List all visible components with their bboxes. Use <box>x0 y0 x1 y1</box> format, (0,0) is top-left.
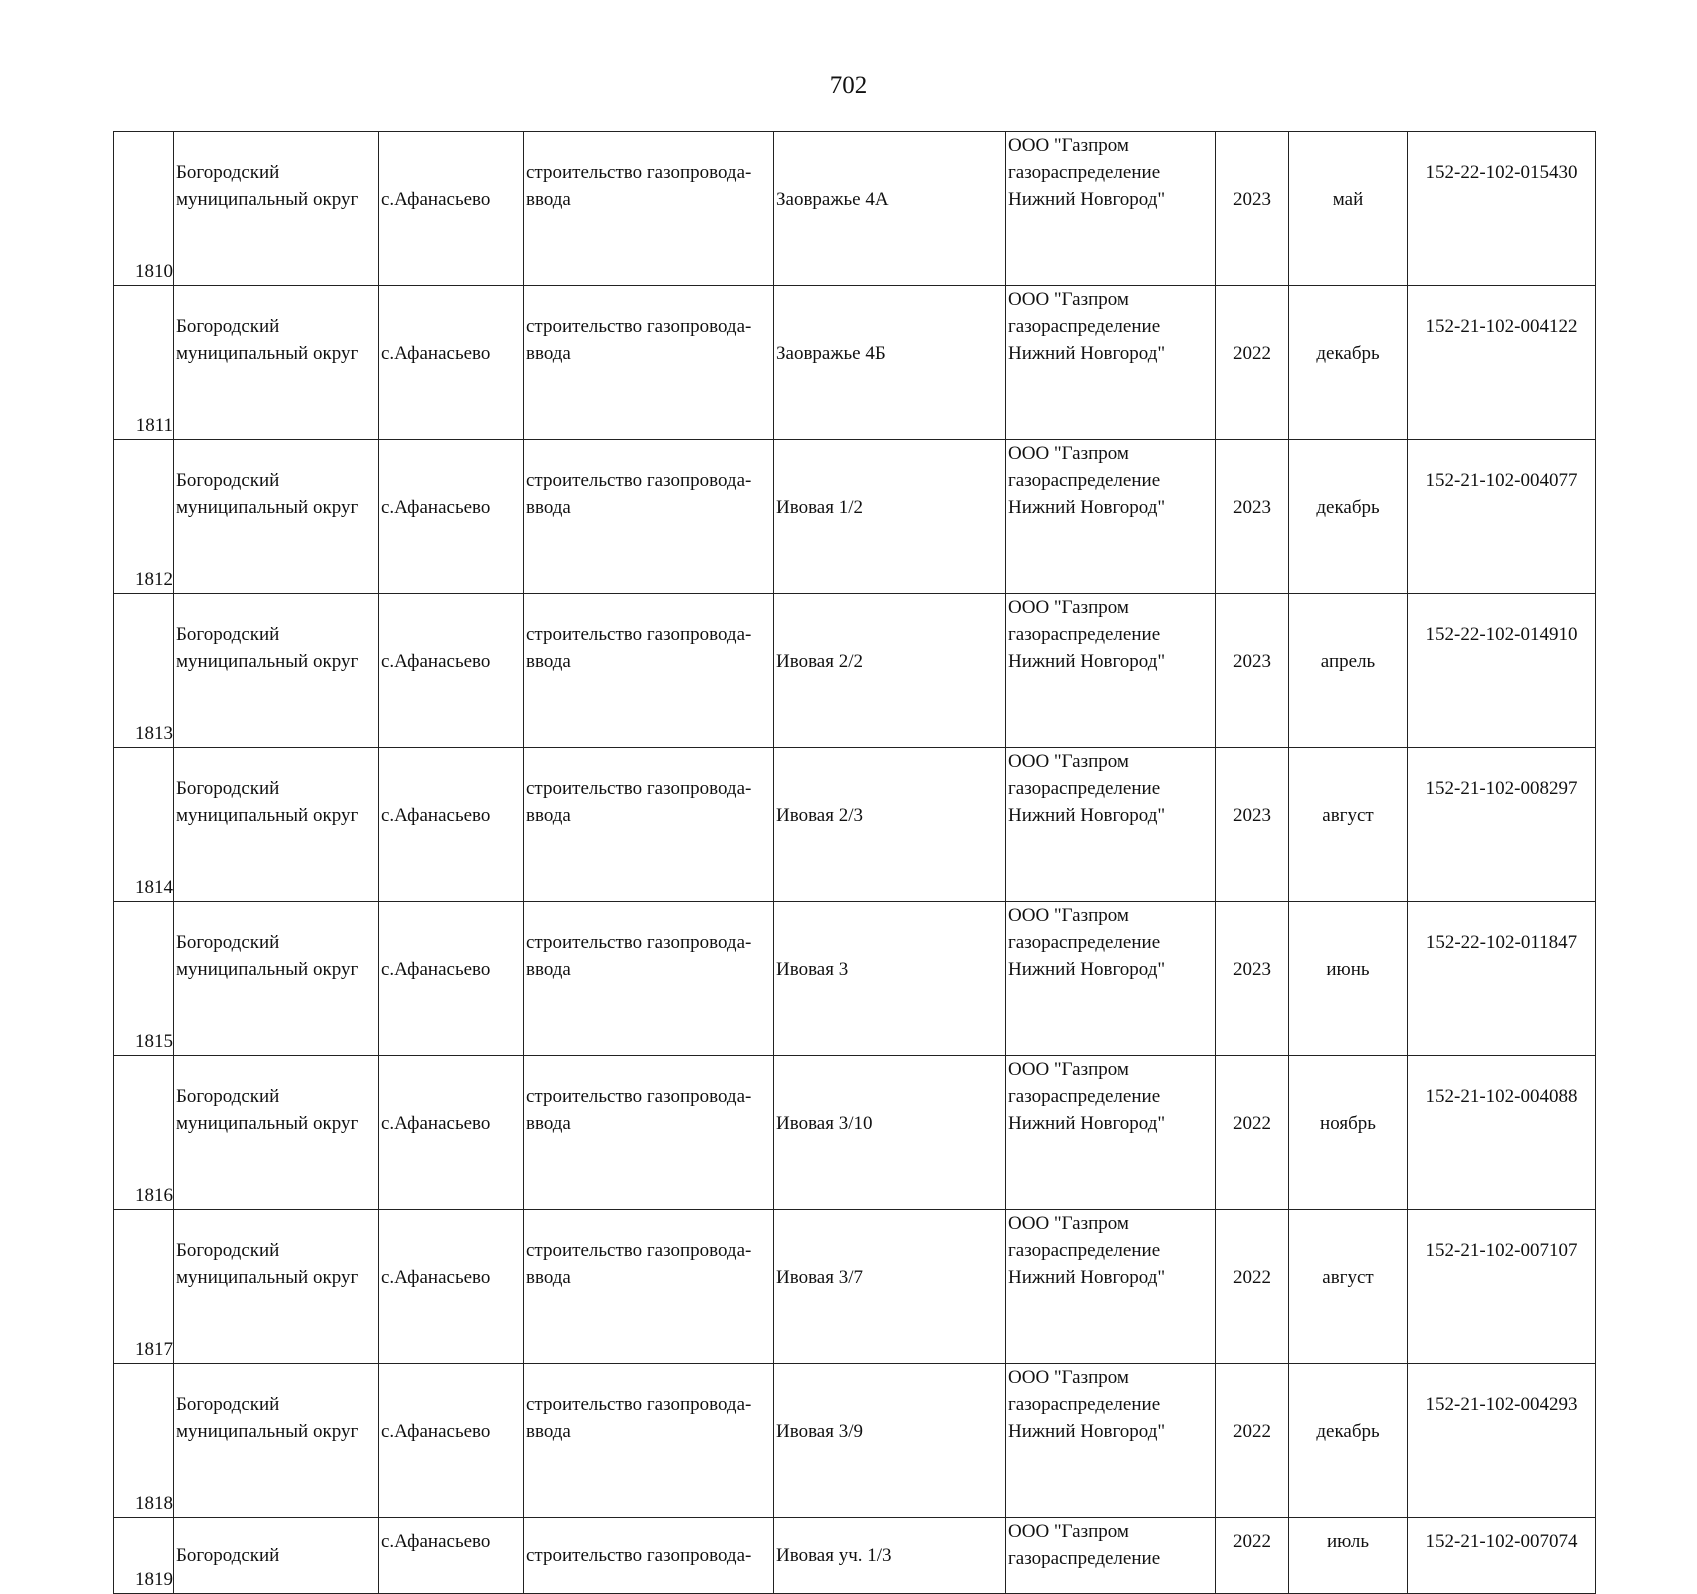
address-cell: Ивовая 3 <box>774 902 1006 1056</box>
month-cell: август <box>1289 748 1408 902</box>
organization-line: Нижний Новгород" <box>1008 959 1166 980</box>
work-type-line: строительство газопровода- <box>526 624 752 645</box>
district-line: Богородский <box>176 470 280 491</box>
district-line: Богородский <box>176 1086 280 1107</box>
table-row <box>114 132 1596 286</box>
organization-cell <box>1006 132 1216 286</box>
work-type-cell <box>524 132 774 286</box>
month-cell: декабрь <box>1289 440 1408 594</box>
application-code-cell: 152-21-102-007074 <box>1408 1518 1596 1594</box>
row-number-cell: 1816 <box>114 1056 174 1210</box>
page-number: 702 <box>829 72 868 99</box>
work-type-line: строительство газопровода- <box>526 316 752 337</box>
village-cell: с.Афанасьево <box>379 594 524 748</box>
district-line: муниципальный округ <box>176 343 359 364</box>
table-row <box>114 594 1596 748</box>
district-line: Богородский <box>176 1240 280 1261</box>
work-type-cell <box>524 1056 774 1210</box>
organization-line: ООО "Газпром <box>1008 289 1129 310</box>
work-type-cell <box>524 594 774 748</box>
month-cell: июль <box>1289 1518 1408 1594</box>
organization-cell <box>1006 902 1216 1056</box>
application-code-cell: 152-21-102-004293 <box>1408 1364 1596 1518</box>
work-type-cell <box>524 748 774 902</box>
organization-cell <box>1006 1210 1216 1364</box>
organization-line: газораспределение <box>1008 1240 1161 1261</box>
row-number-cell: 1815 <box>114 902 174 1056</box>
row-number-cell: 1810 <box>114 132 174 286</box>
organization-line: ООО "Газпром <box>1008 135 1129 156</box>
row-number-cell: 1817 <box>114 1210 174 1364</box>
district-line: Богородский <box>176 932 280 953</box>
address-cell: Ивовая 1/2 <box>774 440 1006 594</box>
work-type-line: строительство газопровода- <box>526 470 752 491</box>
year-cell: 2023 <box>1216 748 1289 902</box>
row-number-cell: 1819 <box>114 1518 174 1594</box>
organization-line: ООО "Газпром <box>1008 1059 1129 1080</box>
district-cell <box>174 1518 379 1594</box>
address-cell: Ивовая 3/9 <box>774 1364 1006 1518</box>
district-cell <box>174 440 379 594</box>
organization-line: газораспределение <box>1008 1086 1161 1107</box>
application-code-cell: 152-22-102-011847 <box>1408 902 1596 1056</box>
work-type-line: ввода <box>526 189 571 210</box>
organization-cell <box>1006 440 1216 594</box>
work-type-cell <box>524 1518 774 1594</box>
district-line: муниципальный округ <box>176 1421 359 1442</box>
application-code-cell: 152-21-102-004122 <box>1408 286 1596 440</box>
organization-line: газораспределение <box>1008 470 1161 491</box>
organization-line: газораспределение <box>1008 778 1161 799</box>
district-cell <box>174 902 379 1056</box>
village-cell: с.Афанасьево <box>379 902 524 1056</box>
year-cell: 2022 <box>1216 1056 1289 1210</box>
work-type-line: строительство газопровода- <box>526 162 752 183</box>
year-cell: 2022 <box>1216 1364 1289 1518</box>
organization-line: ООО "Газпром <box>1008 597 1129 618</box>
table-row <box>114 286 1596 440</box>
row-number-cell: 1814 <box>114 748 174 902</box>
month-cell: декабрь <box>1289 1364 1408 1518</box>
district-cell <box>174 1364 379 1518</box>
application-code-cell: 152-22-102-014910 <box>1408 594 1596 748</box>
organization-line: Нижний Новгород" <box>1008 651 1166 672</box>
organization-cell <box>1006 594 1216 748</box>
application-code-cell: 152-22-102-015430 <box>1408 132 1596 286</box>
application-code-cell: 152-21-102-007107 <box>1408 1210 1596 1364</box>
organization-line: газораспределение <box>1008 1394 1161 1415</box>
year-cell: 2022 <box>1216 1518 1289 1594</box>
district-line: Богородский <box>176 1394 280 1415</box>
organization-line: Нижний Новгород" <box>1008 1113 1166 1134</box>
organization-line: Нижний Новгород" <box>1008 497 1166 518</box>
work-type-cell <box>524 1364 774 1518</box>
year-cell: 2023 <box>1216 132 1289 286</box>
table-body <box>114 132 1596 1594</box>
work-type-line: ввода <box>526 1113 571 1134</box>
month-cell: ноябрь <box>1289 1056 1408 1210</box>
district-line: Богородский <box>176 162 280 183</box>
address-cell: Заовражье 4Б <box>774 286 1006 440</box>
village-cell: с.Афанасьево <box>379 1364 524 1518</box>
month-cell: май <box>1289 132 1408 286</box>
organization-cell <box>1006 1056 1216 1210</box>
table-row <box>114 1210 1596 1364</box>
table-row <box>114 1056 1596 1210</box>
row-number-cell: 1812 <box>114 440 174 594</box>
work-type-line: ввода <box>526 343 571 364</box>
organization-line: газораспределение <box>1008 624 1161 645</box>
work-type-line: ввода <box>526 1267 571 1288</box>
organization-line: газораспределение <box>1008 932 1161 953</box>
organization-line: ООО "Газпром <box>1008 751 1129 772</box>
village-cell: с.Афанасьево <box>379 1518 524 1594</box>
work-type-line: строительство газопровода- <box>526 932 752 953</box>
district-cell <box>174 748 379 902</box>
village-cell: с.Афанасьево <box>379 748 524 902</box>
table-row <box>114 440 1596 594</box>
application-code-cell: 152-21-102-004088 <box>1408 1056 1596 1210</box>
district-cell <box>174 1056 379 1210</box>
organization-line: ООО "Газпром <box>1008 905 1129 926</box>
month-cell: июнь <box>1289 902 1408 1056</box>
organization-line: Нижний Новгород" <box>1008 1267 1166 1288</box>
year-cell: 2023 <box>1216 594 1289 748</box>
application-code-cell: 152-21-102-008297 <box>1408 748 1596 902</box>
organization-line: ООО "Газпром <box>1008 443 1129 464</box>
work-type-cell <box>524 1210 774 1364</box>
gas-pipeline-table <box>113 131 1596 1594</box>
row-number-cell: 1811 <box>114 286 174 440</box>
organization-cell <box>1006 1518 1216 1594</box>
work-type-line: ввода <box>526 497 571 518</box>
work-type-line: строительство газопровода- <box>526 1545 752 1566</box>
application-code-cell: 152-21-102-004077 <box>1408 440 1596 594</box>
work-type-line: строительство газопровода- <box>526 1394 752 1415</box>
district-line: муниципальный округ <box>176 189 359 210</box>
district-line: муниципальный округ <box>176 651 359 672</box>
year-cell: 2022 <box>1216 286 1289 440</box>
organization-line: Нижний Новгород" <box>1008 189 1166 210</box>
district-line: муниципальный округ <box>176 959 359 980</box>
year-cell: 2022 <box>1216 1210 1289 1364</box>
work-type-cell <box>524 286 774 440</box>
address-cell: Ивовая уч. 1/3 <box>774 1518 1006 1594</box>
organization-line: ООО "Газпром <box>1008 1213 1129 1234</box>
work-type-line: ввода <box>526 805 571 826</box>
organization-line: Нижний Новгород" <box>1008 805 1166 826</box>
row-number-cell: 1813 <box>114 594 174 748</box>
district-line: муниципальный округ <box>176 1113 359 1134</box>
table-row <box>114 1364 1596 1518</box>
organization-line: газораспределение <box>1008 1548 1161 1569</box>
district-line: муниципальный округ <box>176 805 359 826</box>
work-type-line: ввода <box>526 959 571 980</box>
district-cell <box>174 594 379 748</box>
organization-line: ООО "Газпром <box>1008 1367 1129 1388</box>
village-cell: с.Афанасьево <box>379 132 524 286</box>
district-line: Богородский <box>176 624 280 645</box>
village-cell: с.Афанасьево <box>379 286 524 440</box>
work-type-line: ввода <box>526 1421 571 1442</box>
address-cell: Ивовая 3/7 <box>774 1210 1006 1364</box>
month-cell: август <box>1289 1210 1408 1364</box>
address-cell: Ивовая 2/3 <box>774 748 1006 902</box>
table-row <box>114 1518 1596 1594</box>
month-cell: декабрь <box>1289 286 1408 440</box>
year-cell: 2023 <box>1216 440 1289 594</box>
organization-line: ООО "Газпром <box>1008 1521 1129 1542</box>
district-line: Богородский <box>176 1545 280 1566</box>
district-line: муниципальный округ <box>176 1267 359 1288</box>
organization-line: газораспределение <box>1008 162 1161 183</box>
work-type-cell <box>524 440 774 594</box>
year-cell: 2023 <box>1216 902 1289 1056</box>
district-cell <box>174 1210 379 1364</box>
work-type-cell <box>524 902 774 1056</box>
work-type-line: строительство газопровода- <box>526 778 752 799</box>
village-cell: с.Афанасьево <box>379 440 524 594</box>
month-cell: апрель <box>1289 594 1408 748</box>
work-type-line: строительство газопровода- <box>526 1240 752 1261</box>
address-cell: Заовражье 4А <box>774 132 1006 286</box>
district-line: Богородский <box>176 778 280 799</box>
district-cell <box>174 286 379 440</box>
table-row <box>114 902 1596 1056</box>
table-row <box>114 748 1596 902</box>
organization-line: Нижний Новгород" <box>1008 343 1166 364</box>
address-cell: Ивовая 3/10 <box>774 1056 1006 1210</box>
district-line: Богородский <box>176 316 280 337</box>
organization-line: Нижний Новгород" <box>1008 1421 1166 1442</box>
address-cell: Ивовая 2/2 <box>774 594 1006 748</box>
district-cell <box>174 132 379 286</box>
village-cell: с.Афанасьево <box>379 1210 524 1364</box>
organization-cell <box>1006 286 1216 440</box>
organization-cell <box>1006 1364 1216 1518</box>
organization-line: газораспределение <box>1008 316 1161 337</box>
work-type-line: строительство газопровода- <box>526 1086 752 1107</box>
village-cell: с.Афанасьево <box>379 1056 524 1210</box>
row-number-cell: 1818 <box>114 1364 174 1518</box>
organization-cell <box>1006 748 1216 902</box>
work-type-line: ввода <box>526 651 571 672</box>
district-line: муниципальный округ <box>176 497 359 518</box>
